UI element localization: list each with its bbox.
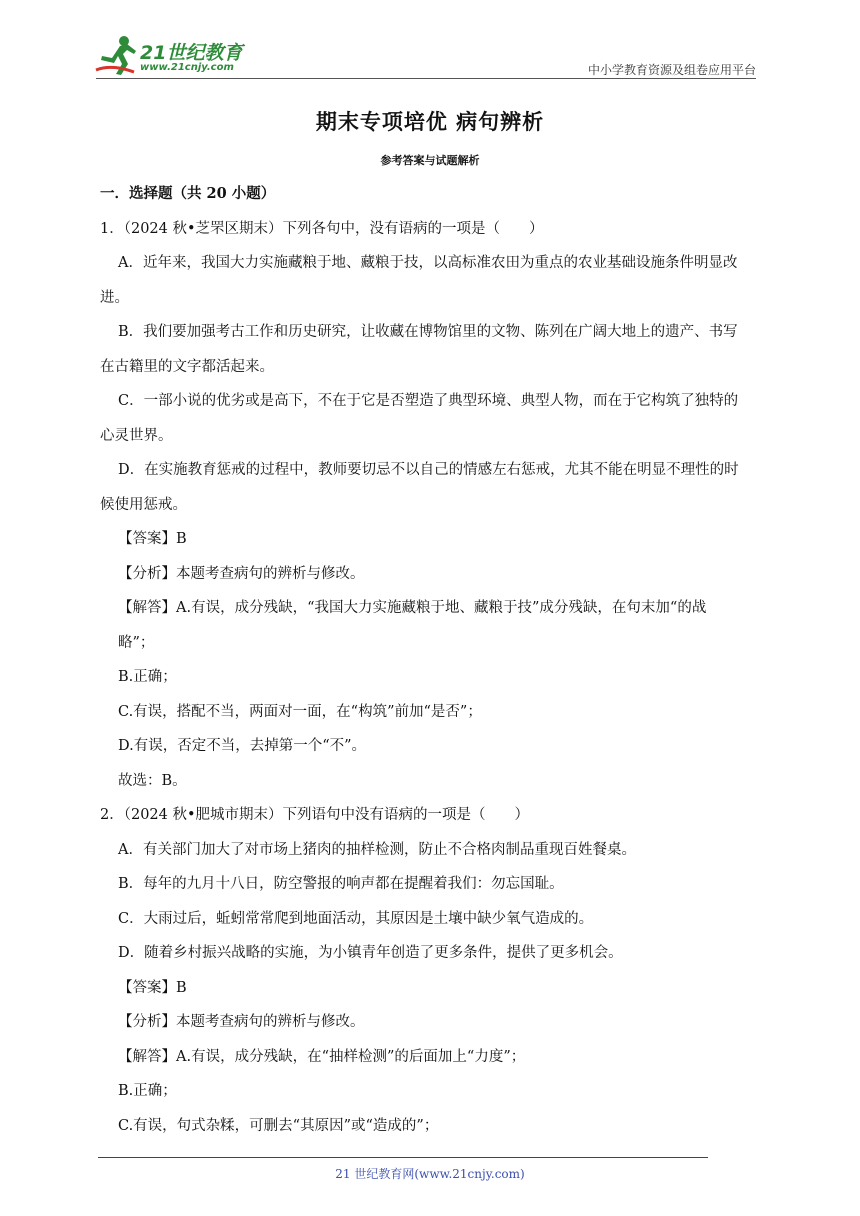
answer-line: 【分析】本题考查病句的辨析与修改。	[118, 1014, 365, 1030]
document-subtitle: 参考答案与试题解析	[380, 154, 480, 167]
question-stem: 2．（2024 秋•肥城市期末）下列语句中没有语病的一项是（ ）	[100, 807, 530, 823]
header-divider	[96, 78, 756, 79]
answer-line: C.有误，句式杂糅，可删去“其原因”或“造成的”；	[118, 1117, 439, 1134]
answer-line: D.有误，否定不当，去掉第一个“不”。	[118, 738, 367, 754]
document-body	[100, 184, 762, 1150]
answer-line: 【答案】B	[118, 979, 187, 996]
option-line: D．随着乡村振兴战略的实施，为小镇青年创造了更多条件，提供了更多机会。	[118, 945, 623, 961]
option-line: 候使用惩戒。	[100, 496, 187, 513]
option-line: D．在实施教育惩戒的过程中，教师要切忌不以自己的情感左右惩戒，尤其不能在明显不理性的时	[118, 462, 739, 478]
logo	[94, 34, 264, 78]
answer-line: B.正确；	[118, 669, 177, 685]
option-line: C．一部小说的优劣或是高下，不在于它是否塑造了典型环境、典型人物，而在于它构筑了独特的	[118, 393, 739, 409]
answer-line: B.正确；	[118, 1083, 177, 1099]
footer-link[interactable]: 21 世纪教育网(www.21cnjy.com)	[335, 1167, 525, 1181]
answer-line: 故选：B。	[118, 772, 187, 789]
answer-line: 【分析】本题考查病句的辨析与修改。	[118, 565, 365, 582]
logo-text: 21世纪教育	[140, 42, 243, 64]
answer-line: C.有误，搭配不当，两面对一面，在“构筑”前加“是否”；	[118, 703, 482, 720]
answer-line: 略”；	[118, 634, 155, 651]
answer-line: 【解答】A.有误，成分残缺，“我国大力实施藏粮于地、藏粮于技”成分残缺，在句末加“的战	[118, 600, 707, 616]
option-line: A．近年来，我国大力实施藏粮于地、藏粮于技，以高标准农田为重点的农业基础设施条件明显改	[118, 255, 738, 271]
option-line: A．有关部门加大了对市场上猪肉的抽样检测，防止不合格肉制品重现百姓餐桌。	[118, 841, 636, 858]
platform-name: 中小学教育资源及组卷应用平台	[587, 63, 756, 77]
question-stem: 1．（2024 秋•芝罘区期末）下列各句中，没有语病的一项是（ ）	[100, 220, 544, 237]
option-line: 在古籍里的文字都活起来。	[100, 358, 274, 375]
document-title: 期末专项培优 病句辨析	[315, 109, 545, 134]
answer-line: 【答案】B	[118, 531, 187, 547]
page-header	[0, 0, 860, 80]
footer-divider	[98, 1157, 708, 1158]
answer-line: 【解答】A.有误，成分残缺，在“抽样检测”的后面加上“力度”；	[118, 1048, 526, 1065]
option-line: C．大雨过后，蚯蚓常常爬到地面活动，其原因是土壤中缺少氧气造成的。	[118, 910, 594, 927]
logo-url: www.21cnjy.com	[140, 62, 234, 73]
option-line: 进。	[100, 289, 129, 306]
section-heading: 一．选择题（共 20 小题）	[100, 185, 276, 202]
option-line: 心灵世界。	[100, 427, 173, 444]
runner-logo-icon	[94, 34, 138, 78]
option-line: B．每年的九月十八日，防空警报的响声都在提醒着我们：勿忘国耻。	[118, 876, 564, 892]
option-line: B．我们要加强考古工作和历史研究，让收藏在博物馆里的文物、陈列在广阔大地上的遗产、书写	[118, 324, 738, 340]
